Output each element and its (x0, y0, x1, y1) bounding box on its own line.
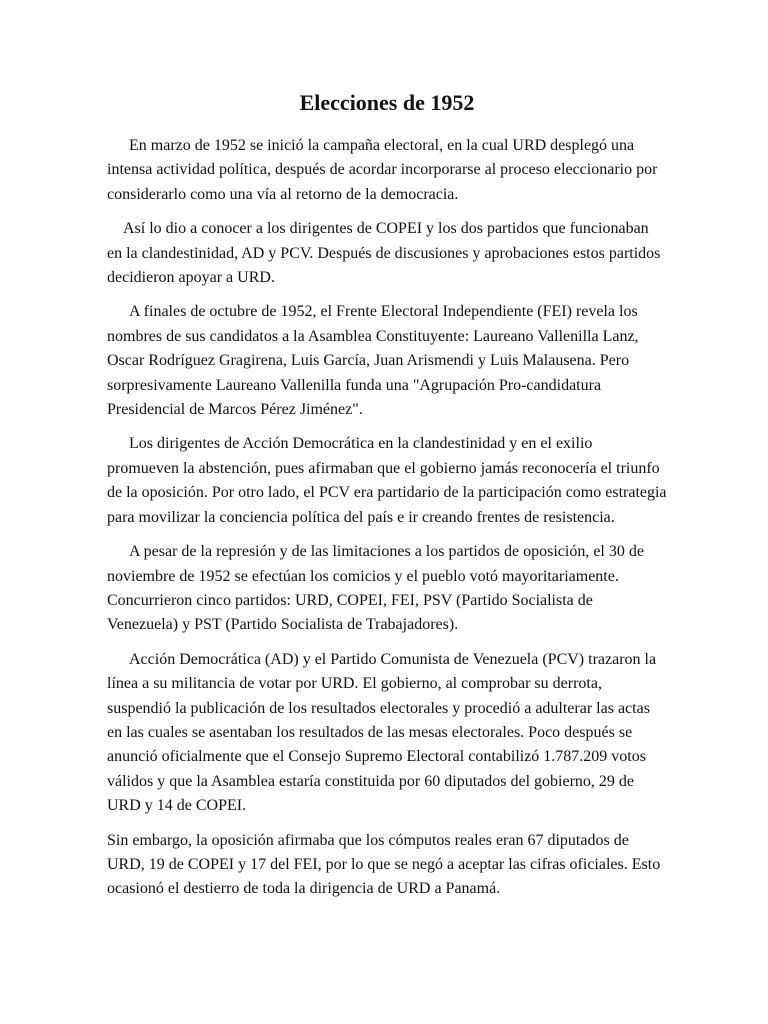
paragraph-5: A pesar de la represión y de las limitaciones a los partidos de oposición, el 30 de noviembre de 1952 se efectúan los comicios y el pueblo votó mayoritariamente. Concurrieron cinco partidos: URD, COPEI, FEI, PSV (Partido Socialista de Venezuela) y PST (Partido Socialista de Trabajadores). (107, 543, 644, 634)
document-page (107, 88, 667, 912)
paragraph-3: A finales de octubre de 1952, el Frente Electoral Independiente (FEI) revela los nombres de sus candidatos a la Asamblea Constituyente: Laureano Vallenilla Lanz, Oscar Rodríguez Gragirena, Luis García, Juan Arismendi y Luis Malausena. Pero sorpresivamente Laureano Vallenilla funda una "Agrupación Pro-candidatura Presidencial de Marcos Pérez Jiménez". (107, 303, 639, 419)
paragraph-4: Los dirigentes de Acción Democrática en la clandestinidad y en el exilio promueven la abstención, pues afirmaban que el gobierno jamás reconocería el triunfo de la oposición. Por otro lado, el PCV era partidario de la participación como estrategia para movilizar la conciencia política del país e ir creando frentes de resistencia. (107, 435, 667, 526)
paragraph-1: En marzo de 1952 se inició la campaña electoral, en la cual URD desplegó una intensa actividad política, después de acordar incorporarse al proceso eleccionario por considerarlo como una vía al retorno de la democracia. (107, 137, 658, 203)
paragraph-6: Acción Democrática (AD) y el Partido Comunista de Venezuela (PCV) trazaron la línea a su militancia de votar por URD. El gobierno, al comprobar su derrota, suspendió la publicación de los resultados electorales y procedió a adulterar las actas en las cuales se asentaban los resultados de las mesas electorales. Poco después se anunció oficialmente que el Consejo Supremo Electoral contabilizó 1.787.209 votos válidos y que la Asamblea estaría constituida por 60 diputados del gobierno, 29 de URD y 14 de COPEI. (107, 650, 657, 815)
paragraph-2: Así lo dio a conocer a los dirigentes de COPEI y los dos partidos que funcionaban en la clandestinidad, AD y PCV. Después de discusiones y aprobaciones estos partidos decidieron apoyar a URD. (107, 220, 661, 287)
paragraph-7: Sin embargo, la oposición afirmaba que los cómputos reales eran 67 diputados de URD, 19 de COPEI y 17 del FEI, por lo que se negó a aceptar las cifras oficiales. Esto ocasionó el destierro de toda la dirigencia de URD a Panamá. (107, 831, 661, 898)
document-title: Elecciones de 1952 (299, 90, 475, 115)
